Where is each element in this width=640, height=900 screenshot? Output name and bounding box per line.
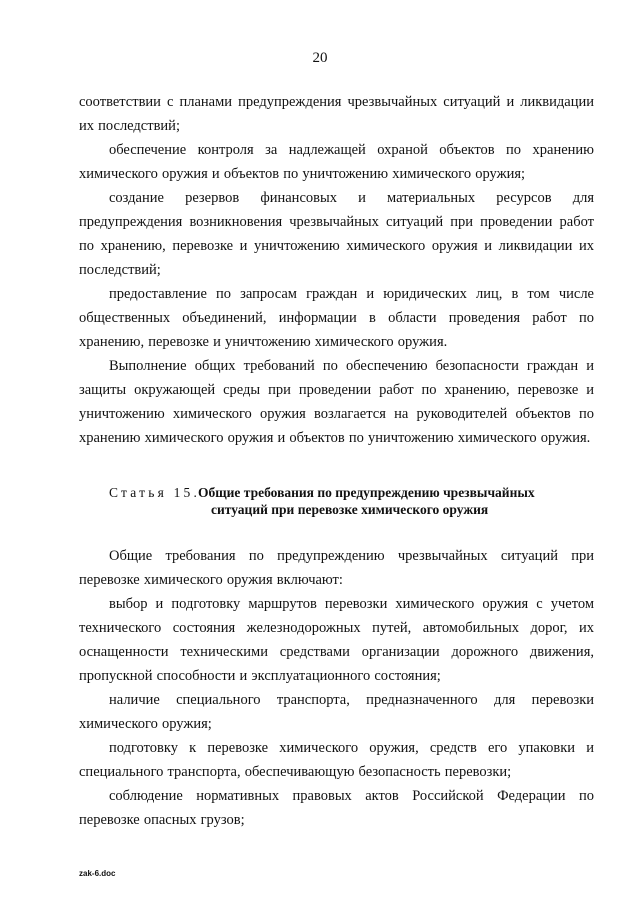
paragraph: наличие специального транспорта, предназначенного для перевозки химического оружия;	[79, 692, 594, 732]
article-title	[198, 484, 594, 518]
paragraph: Выполнение общих требований по обеспечению безопасности граждан и защиты окружающей среды при проведении работ по хранению, перевозке и уничтожению химического оружия возлагается на руководителей объектов по хранению химического оружия и объектов по уничтожению химического оружия.	[79, 358, 594, 446]
paragraph: соответствии с планами предупреждения чрезвычайных ситуаций и ликвидации их последствий;	[79, 94, 594, 134]
article-heading	[79, 484, 594, 518]
paragraph: Общие требования по предупреждению чрезвычайных ситуаций при перевозке химического оружия включают:	[79, 548, 594, 588]
paragraph: создание резервов финансовых и материальных ресурсов для предупреждения возникновения чрезвычайных ситуаций при проведении работ по хранению, перевозке и уничтожению химического оружия и ликвидации их последствий;	[79, 190, 594, 278]
article-title-line-2: ситуаций при перевозке химического оружия	[211, 502, 489, 517]
paragraph: выбор и подготовку маршрутов перевозки химического оружия с учетом технического состояния железнодорожных путей, автомобильных дорог, их оснащенности техническими средствами организации дорожного движения, пропускной способности и эксплуатационного состояния;	[79, 596, 594, 684]
file-name-footer: zak-6.doc	[79, 869, 116, 878]
paragraph: предоставление по запросам граждан и юридических лиц, в том числе общественных объединений, информации в области проведения работ по хранению, перевозке и уничтожению химического оружия.	[79, 286, 594, 350]
paragraphs-after-article	[79, 544, 594, 832]
paragraphs-before-article	[79, 90, 594, 450]
paragraph: соблюдение нормативных правовых актов Российской Федерации по перевозке опасных грузов;	[79, 788, 594, 828]
page-number: 20	[312, 50, 328, 66]
article-title-line-1: Общие требования по предупреждению чрезвычайных	[198, 485, 535, 500]
document-body	[79, 90, 594, 832]
paragraph: подготовку к перевозке химического оружия, средств его упаковки и специального транспорта, обеспечивающую безопасность перевозки;	[79, 740, 594, 780]
article-label: Статья 15.	[109, 485, 201, 500]
paragraph: обеспечение контроля за надлежащей охраной объектов по хранению химического оружия и объектов по уничтожению химического оружия;	[79, 142, 594, 182]
